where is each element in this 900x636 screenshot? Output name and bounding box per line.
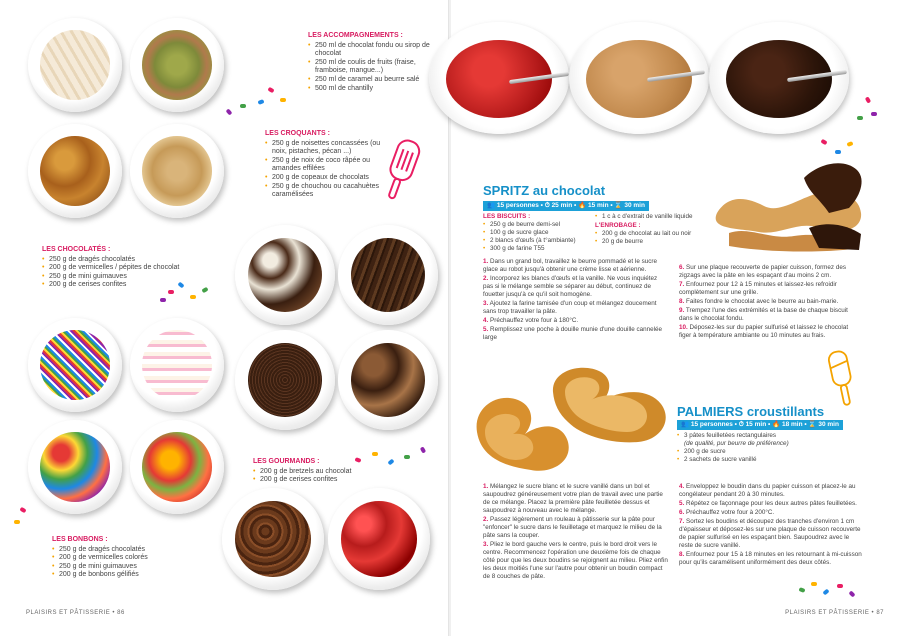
- spritz-cookies-image: [709, 158, 869, 254]
- step-text: Déposez-les sur du papier sulfurisé et laissez le chocolat figer à température ambiante ou 10 minutes au frais.: [679, 324, 849, 339]
- list-item: • 250 ml de chocolat fondu ou sirop de chocolat: [308, 42, 440, 59]
- step: [483, 541, 671, 581]
- confetti: [857, 116, 863, 120]
- bowl-gummy-bears: [130, 420, 224, 514]
- step-text: Enfournez pour 15 à 18 minutes en les retournant à mi-cuisson pour qu'ils caramélisent uniformément des deux côtés.: [679, 551, 862, 566]
- title-suffix: au chocolat: [529, 183, 606, 198]
- list-item: • 200 g de bretzels au chocolat: [253, 468, 383, 477]
- confetti: [14, 520, 20, 524]
- step-number: 3.: [483, 300, 489, 307]
- steps-palmiers-left: [483, 483, 671, 582]
- confetti: [837, 584, 843, 588]
- list-item: • 1 c à c d'extrait de vanille liquide: [595, 213, 713, 221]
- step-text: Faites fondre le chocolat avec le beurre au bain-marie.: [686, 298, 839, 305]
- list-item: • 200 g de cerises confites: [42, 281, 192, 290]
- step-number: 1.: [483, 483, 489, 490]
- list-item: • 250 g de dragés chocolatés: [52, 546, 182, 555]
- step: [483, 326, 669, 342]
- section-bonbons: [52, 536, 182, 580]
- list-item: • 200 g de chocolat au lait ou noir: [595, 230, 713, 238]
- step-number: 4.: [483, 317, 489, 324]
- confetti: [160, 298, 166, 302]
- list-item: • 200 g de sucre: [677, 448, 861, 456]
- step-text: Trempez l'une des extrémités et la base de chaque biscuit dans le chocolat fondu.: [679, 307, 848, 322]
- step: [679, 518, 863, 550]
- step-text: Sortez les boudins et découpez des tranches d'environ 1 cm d'épaisseur et déposez-les sur une plaque de cuisson recouverte de papier sulfurisé en les espaçant bien. Saupoudrez avec le reste de sucre vanillé.: [679, 518, 861, 549]
- confetti: [240, 104, 246, 108]
- confetti: [168, 290, 174, 294]
- step-number: 8.: [679, 298, 685, 305]
- step-text: Répétez ce façonnage pour les deux autres pâtes feuilletées.: [686, 500, 857, 507]
- dish-chocolate: [709, 22, 849, 134]
- step-text: Pliez le bord gauche vers le centre, puis le bord droit vers le centre. Recommencez l'opération une deuxième fois de chaque côté pour que les deux boudins se rejoignent au milieu. Pliez enfin les deux moitiés l'une sur l'autre pour obtenir un boudin compact de 8 couches de pâte.: [483, 541, 668, 580]
- steps-spritz-left: [483, 258, 669, 343]
- dish-caramel: [569, 22, 709, 134]
- bowl-sprinkles: [28, 318, 122, 412]
- list-item: • 2 blancs d'œufs (à t°ambiante): [483, 237, 591, 245]
- ingredient-note: (de qualité, pur beurre de préférence): [684, 440, 789, 447]
- list-item: • 250 g de dragés chocolatés: [42, 256, 192, 265]
- step-text: Remplissez une poche à douille munie d'une douille cannelée large: [483, 326, 663, 341]
- step: [679, 551, 863, 567]
- bowl-caramel-peanuts: [28, 124, 122, 218]
- step-number: 6.: [679, 264, 685, 271]
- bowl-choc-dragees: [338, 330, 438, 430]
- confetti: [420, 446, 426, 453]
- list-item: • 250 g de noisettes concassées (ou noix, pistaches, pécan ...): [265, 140, 391, 157]
- step-number: 3.: [483, 541, 489, 548]
- list-item: • 300 g de farine T55: [483, 245, 591, 253]
- section-title: LES BONBONS :: [52, 536, 108, 543]
- confetti: [190, 295, 196, 299]
- section-gourmands: [253, 458, 383, 485]
- list-item: • 250 g de beurre demi-sel: [483, 221, 591, 229]
- step-number: 2.: [483, 275, 489, 282]
- step: [679, 307, 861, 323]
- list-item: • 3 pâtes feuilletées rectangulaires: [677, 432, 861, 440]
- palmiers-image: [473, 362, 683, 480]
- step-text: Sur une plaque recouverte de papier cuisson, formez des zigzags avec la pâte en les espaçant d'au moins 2 cm.: [679, 264, 846, 279]
- step-number: 6.: [679, 509, 685, 516]
- page-footer: PLAISIRS ET PÂTISSERIE • 86: [26, 610, 125, 616]
- list-item: • 200 g de vermicelles / pépites de chocolat: [42, 264, 192, 273]
- step-text: Incorporez les blancs d'œufs et la vanille. Ne vous inquiétez pas si le mélange semble se séparer au début, continuez de fouetter jusqu'à ce qu'il soit homogène.: [483, 275, 658, 298]
- bowl-choc-shavings: [338, 225, 438, 325]
- step: [483, 275, 669, 299]
- step-text: Dans un grand bol, travaillez le beurre pommadé et le sucre glace au robot jusqu'à obtenir une crème lisse et aérienne.: [483, 258, 657, 273]
- recipe-info-bar: 👥 15 personnes • ⏱ 15 min • 🔥 18 min • ⌛ 30 min: [677, 420, 843, 430]
- confetti: [19, 507, 26, 513]
- step-text: Enveloppez le boudin dans du papier cuisson et placez-le au congélateur pendant 20 à 30 minutes.: [679, 483, 856, 498]
- recipe-title-spritz: [483, 183, 605, 198]
- steps-palmiers-right: [679, 483, 863, 568]
- steps-spritz-right: [679, 264, 861, 341]
- bowl-cherries: [328, 488, 430, 590]
- confetti: [404, 455, 410, 459]
- list-item: • 2 sachets de sucre vanillé: [677, 456, 861, 464]
- list-item: • 100 g de sucre glace: [483, 229, 591, 237]
- confetti: [372, 452, 378, 456]
- bowl-almonds: [28, 18, 122, 112]
- section-croquants: [265, 130, 391, 200]
- bowl-choc-chips: [235, 225, 335, 325]
- section-title: LES ACCOMPAGNEMENTS :: [308, 32, 403, 39]
- bowl-pretzels: [222, 488, 324, 590]
- recipe-title-palmiers: PALMIERS croustillants: [677, 404, 825, 419]
- list-item: • 250 g de chouchou ou cacahuètes caramélisées: [265, 183, 391, 200]
- section-title: LES GOURMANDS :: [253, 458, 320, 465]
- confetti: [201, 287, 208, 293]
- ingredients-palmiers: [677, 432, 861, 464]
- step: [679, 509, 863, 517]
- confetti: [280, 98, 286, 102]
- step-number: 2.: [483, 516, 489, 523]
- step-text: Mélangez le sucre blanc et le sucre vanillé dans un bol et saupoudrez généreusement votre plan de travail avec une partie de ce mélange. Placez la première pâte feuilletée dessus et saupoudrez à nouveau avec le mélange.: [483, 483, 663, 514]
- recipe-info-bar: 👥 15 personnes • ⏱ 25 min • 🔥 15 min • ⌛ 30 min: [483, 201, 649, 211]
- confetti: [822, 589, 829, 596]
- confetti: [846, 141, 853, 147]
- step-number: 9.: [679, 307, 685, 314]
- step: [483, 300, 669, 316]
- step: [679, 483, 863, 499]
- step: [679, 264, 861, 280]
- list-item: • 200 g de cerises confites: [253, 476, 383, 485]
- list-item: • 200 g de bonbons gélifiés: [52, 571, 182, 580]
- step: [679, 298, 861, 306]
- bowl-pistachios: [130, 18, 224, 112]
- confetti: [835, 150, 841, 154]
- confetti: [226, 108, 233, 115]
- step-number: 7.: [679, 281, 685, 288]
- confetti: [820, 139, 827, 145]
- ice-cream-bar-icon: [826, 348, 860, 410]
- step: [483, 258, 669, 274]
- page-footer: PLAISIRS ET PÂTISSERIE • 87: [785, 610, 884, 616]
- bowl-candies: [28, 420, 122, 514]
- ingredients-heading: LES BISCUITS :: [483, 213, 531, 220]
- left-page: [0, 0, 449, 636]
- ingredients-biscuits: [483, 213, 591, 253]
- step: [679, 500, 863, 508]
- list-item: • 20 g de beurre: [595, 238, 713, 246]
- step: [483, 516, 671, 540]
- step-number: 10.: [679, 324, 688, 331]
- confetti: [257, 99, 264, 105]
- ingredients-heading: L'ENROBAGE :: [595, 222, 641, 229]
- section-chocolates: [42, 246, 192, 290]
- step-number: 4.: [679, 483, 685, 490]
- step-number: 5.: [679, 500, 685, 507]
- confetti: [798, 587, 805, 593]
- confetti: [865, 96, 871, 103]
- step-number: 8.: [679, 551, 685, 558]
- step-text: Enfournez pour 12 à 15 minutes et laissez-les refroidir complètement sur une grille.: [679, 281, 837, 296]
- list-item: • 250 ml de coulis de fruits (fraise, framboise, mangue...): [308, 59, 440, 76]
- confetti: [267, 87, 274, 93]
- step-text: Préchauffez votre four à 180°C.: [490, 317, 579, 324]
- confetti: [848, 590, 855, 597]
- title-word: SPRITZ: [483, 183, 530, 198]
- list-item: • 250 g de mini guimauves: [42, 273, 192, 282]
- popsicle-icon: [378, 136, 426, 206]
- section-title: LES CROQUANTS :: [265, 130, 330, 137]
- step-text: Préchauffez votre four à 200°C.: [686, 509, 775, 516]
- step-text: Passez légèrement un rouleau à pâtisserie sur la pâte pour "enfoncer" le sucre dans le feuilletage et marquez le milieu de la pâte sans la couper.: [483, 516, 662, 539]
- step-number: 1.: [483, 258, 489, 265]
- list-item: • 200 g de vermicelles colorés: [52, 554, 182, 563]
- section-accompagnements: [308, 32, 440, 93]
- step: [483, 483, 671, 515]
- list-item: • 500 ml de chantilly: [308, 85, 440, 94]
- ingredients-enrobage: [595, 213, 713, 246]
- bowl-crushed-nuts: [130, 124, 224, 218]
- step-number: 5.: [483, 326, 489, 333]
- list-item: • 250 g de mini guimauves: [52, 563, 182, 572]
- list-item: • 250 g de noix de coco râpée ou amandes effilées: [265, 157, 391, 174]
- step: [679, 281, 861, 297]
- confetti: [387, 459, 394, 466]
- step-text: Ajoutez la farine tamisée d'un coup et mélangez doucement sans trop travailler la pâte.: [483, 300, 657, 315]
- section-title: LES CHOCOLATÉS :: [42, 246, 111, 253]
- list-item: • 250 ml de caramel au beurre salé: [308, 76, 440, 85]
- confetti: [811, 582, 817, 586]
- step: [483, 317, 669, 325]
- step-number: 7.: [679, 518, 685, 525]
- right-page: [451, 0, 900, 636]
- step: [679, 324, 861, 340]
- bowl-marshmallows: [130, 318, 224, 412]
- list-item: • 200 g de copeaux de chocolats: [265, 174, 391, 183]
- confetti: [871, 112, 877, 116]
- bowl-choc-sprinkles: [235, 330, 335, 430]
